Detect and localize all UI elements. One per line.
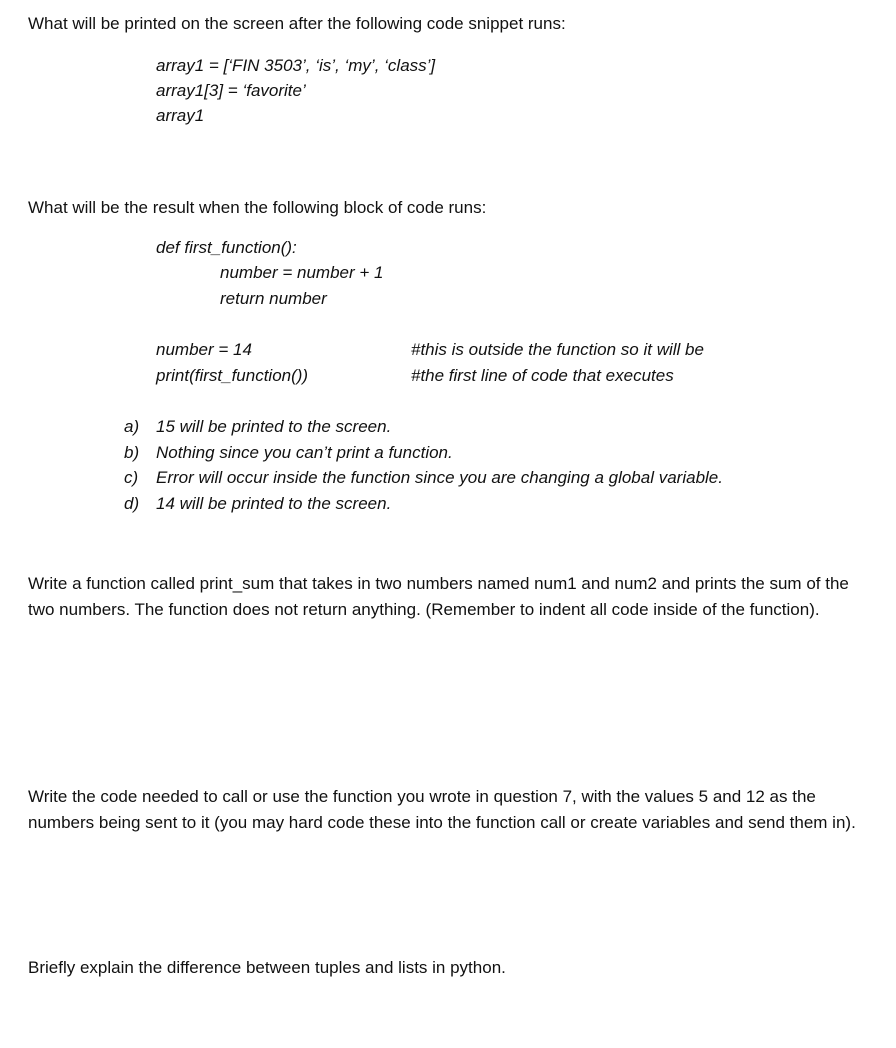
q2-comment-line-2: #the first line of code that executes: [411, 366, 674, 385]
option-text: 15 will be printed to the screen.: [156, 417, 392, 436]
option-letter: b): [124, 443, 140, 462]
q2-main-line-2: print(first_function()): [156, 366, 309, 385]
q2-body-line-2: return number: [220, 289, 327, 308]
q4-prompt: Write the code needed to call or use the function you wrote in question 7, with the values 5 and 12 as the numbers being sent to it (you may hard code these into the function call or create variables and send them in).: [28, 787, 856, 832]
option-text: Nothing since you can’t print a function.: [156, 443, 453, 462]
option-text: 14 will be printed to the screen.: [156, 494, 392, 513]
q2-body-line-1: number = number + 1: [220, 263, 384, 282]
q2-prompt: What will be the result when the following block of code runs:: [28, 198, 487, 217]
q5-prompt: Briefly explain the difference between tuples and lists in python.: [28, 958, 506, 977]
q1-prompt: What will be printed on the screen after the following code snippet runs:: [28, 14, 566, 33]
q2-comment-line-1: #this is outside the function so it will be: [411, 340, 704, 359]
option-letter: d): [124, 494, 140, 513]
q2-main-line-1: number = 14: [156, 340, 252, 359]
option-letter: c): [124, 468, 139, 487]
q1-code-line-3: array1: [156, 106, 205, 125]
option-text: Error will occur inside the function since you are changing a global variable.: [156, 468, 723, 487]
q2-def-line: def first_function():: [156, 238, 297, 257]
option-letter: a): [124, 417, 140, 436]
q1-code-line-2: array1[3] = ‘favorite’: [156, 81, 306, 100]
q1-code-line-1: array1 = [‘FIN 3503’, ‘is’, ‘my’, ‘class’]: [156, 56, 436, 75]
q3-prompt: Write a function called print_sum that takes in two numbers named num1 and num2 and prints the sum of the two numbers. The function does not return anything. (Remember to indent all code inside of the function).: [28, 574, 849, 619]
